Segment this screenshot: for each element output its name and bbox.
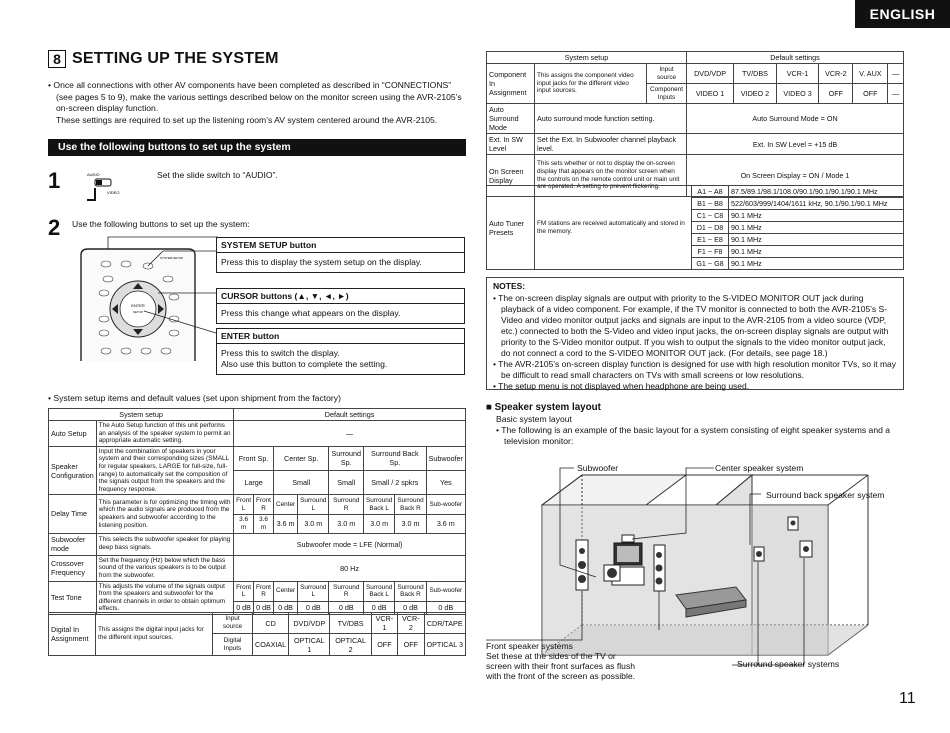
ext-sw-desc: Set the Ext. In Subwoofer channel playback level.	[535, 134, 687, 155]
test-tone-value: 0 dB	[395, 601, 426, 614]
tuner-channel: D1 ~ D8	[692, 222, 729, 234]
remote-label-system-setup: SYSTEM SETUP	[160, 256, 184, 260]
cursor-buttons-desc: Press this change what appears on the display.	[221, 308, 401, 318]
buttons-heading-bar: Use the following buttons to set up the system	[48, 139, 466, 156]
step-2-text: Use the following buttons to set up the system:	[72, 219, 250, 229]
system-setup-button-title: SYSTEM SETUP button	[217, 238, 464, 253]
component-row2-label: Component Inputs	[647, 84, 687, 104]
delay-time-header: Sub-woofer	[426, 495, 465, 515]
tuner-channel: A1 ~ A8	[692, 186, 729, 198]
component-input: VIDEO 2	[734, 84, 777, 104]
delay-time-value: 3.0 m	[364, 515, 395, 533]
label-front-note: Set these at the sides of the TV or	[486, 651, 616, 661]
delay-time-header: Center	[273, 495, 297, 515]
enter-button-desc	[217, 344, 464, 374]
list-intro: • System setup items and default values (set upon shipment from the factory)	[48, 393, 341, 403]
tuner-value: 87.5/89.1/98.1/108.0/90.1/90.1/90.1/90.1 MHz	[729, 186, 904, 198]
component-row1-label: Input source	[647, 64, 687, 84]
delay-time-value: 3.6 m	[273, 515, 297, 533]
section-title	[48, 50, 279, 68]
switch-label-video: VIDEO	[107, 190, 120, 195]
tuner-channel: E1 ~ E8	[692, 234, 729, 246]
component-input: OFF	[819, 84, 853, 104]
test-tone-value: 0 dB	[273, 601, 297, 614]
slide-switch-icon	[85, 168, 135, 204]
delay-time-header: Surround R	[329, 495, 364, 515]
test-tone-value: 0 dB	[426, 601, 465, 614]
left-table-header-setup: System setup	[49, 409, 234, 421]
enter-button-title: ENTER button	[217, 329, 464, 344]
speaker-layout-heading: ■ Speaker system layout	[486, 402, 601, 413]
speaker-config-header: Surround Sp.	[329, 446, 364, 470]
tuner-channel: B1 ~ B8	[692, 198, 729, 210]
label-front-note: with the front of the screen as possible.	[486, 671, 636, 681]
speaker-config-header: Subwoofer	[426, 446, 465, 470]
language-tab: ENGLISH	[855, 0, 950, 28]
test-tone-header: Sub-woofer	[426, 581, 465, 601]
speaker-config-value: Small	[273, 471, 328, 495]
step-1-text: Set the slide switch to “AUDIO”.	[157, 170, 278, 180]
component-desc: This assigns the component video input jacks for the different video input sources.	[535, 64, 647, 104]
digital-in-source: CD	[253, 613, 289, 634]
section-number: 8	[48, 50, 66, 68]
test-tone-header: Surround Back R	[395, 581, 426, 601]
test-tone-value: 0 dB	[329, 601, 364, 614]
digital-in-table	[48, 612, 466, 656]
component-name: Component In Assignment	[487, 64, 535, 104]
auto-setup-desc: The Auto Setup function of this unit performs an analysis of the speaker system to permit an appropriate automatic setting.	[96, 421, 233, 447]
remote-label-enter: ENTER	[131, 303, 145, 308]
system-setup-button-desc: Press this to display the system setup on the display.	[221, 257, 422, 267]
auto-setup-name: Auto Setup	[49, 421, 97, 447]
speaker-config-value: Yes	[426, 471, 465, 495]
component-source: VCR-1	[776, 64, 819, 84]
enter-button-box	[216, 328, 465, 375]
page-number: 11	[899, 690, 916, 707]
left-settings-table	[48, 408, 466, 615]
step-1-number: 1	[48, 168, 61, 193]
auto-surround-default: Auto Surround Mode = ON	[687, 104, 904, 134]
delay-time-name: Delay Time	[49, 495, 97, 533]
tuner-channel: G1 ~ G8	[692, 258, 729, 270]
test-tone-header: Surround Back L	[364, 581, 395, 601]
digital-in-input: OPTICAL 3	[424, 634, 465, 656]
digital-in-source: VCR-1	[371, 613, 397, 634]
tuner-channel: C1 ~ C8	[692, 210, 729, 222]
notes-box	[486, 277, 904, 390]
digital-in-row1-label: Input source	[213, 613, 253, 634]
tuner-value: 90.1 MHz	[729, 210, 904, 222]
delay-time-value: 3.0 m	[298, 515, 329, 533]
speaker-config-header: Front Sp.	[234, 446, 274, 470]
digital-in-name: Digital In Assignment	[49, 613, 96, 656]
enter-button-desc-1: Press this to switch the display.	[221, 348, 340, 358]
digital-in-source: CDR/TAPE	[424, 613, 465, 634]
digital-in-input: COAXIAL	[253, 634, 289, 656]
cursor-buttons-title: CURSOR buttons (▲, ▼, ◄, ►)	[217, 289, 464, 304]
tuner-value: 90.1 MHz	[729, 258, 904, 270]
label-center-speaker: Center speaker system	[715, 463, 804, 473]
test-tone-value: 0 dB	[364, 601, 395, 614]
component-input: VIDEO 1	[687, 84, 734, 104]
component-input: —	[888, 84, 904, 104]
step-2-number: 2	[48, 215, 61, 240]
section-title-text: SETTING UP THE SYSTEM	[72, 50, 279, 67]
delay-time-value: 3.6 m	[234, 515, 254, 533]
subwoofer-mode-default: Subwoofer mode = LFE (Normal)	[234, 533, 466, 555]
speaker-layout-bullet: • The following is an example of the basic layout for a system consisting of eight speaker systems and a television monitor:	[496, 425, 891, 446]
label-subwoofer: Subwoofer	[577, 463, 619, 473]
digital-in-source: TV/DBS	[330, 613, 371, 634]
label-front-note: screen with their front surfaces as flush	[486, 661, 636, 671]
subwoofer-mode-desc: This selects the subwoofer speaker for playing deep bass signals.	[96, 533, 233, 555]
osd-desc: This sets whether or not to display the on-screen display that appears on the monitor screen when the controls on the remote control unit or main unit are operated. A setting to prevent flickering.	[535, 155, 687, 197]
digital-in-input: OFF	[398, 634, 424, 656]
remote-control-diagram	[78, 233, 218, 363]
enter-button-desc-2: Also use this button to complete the setting.	[221, 359, 388, 369]
system-setup-button-box	[216, 237, 465, 273]
delay-time-header: Surround L	[298, 495, 329, 515]
auto-setup-default: —	[234, 421, 466, 447]
speaker-config-value: Large	[234, 471, 274, 495]
delay-time-value: 3.6 m	[426, 515, 465, 533]
component-input: VIDEO 3	[776, 84, 819, 104]
osd-default: On Screen Display = ON / Mode 1	[687, 155, 904, 197]
digital-in-desc: This assigns the digital input jacks for the different input sources.	[96, 613, 213, 656]
component-source: —	[888, 64, 904, 84]
digital-in-input: OPTICAL 2	[330, 634, 371, 656]
label-surround-speakers: Surround speaker systems	[737, 659, 840, 669]
test-tone-value: 0 dB	[254, 601, 274, 614]
test-tone-header: Center	[273, 581, 297, 601]
test-tone-header: Front R	[254, 581, 274, 601]
speaker-config-header: Surround Back Sp.	[364, 446, 427, 470]
component-source: DVD/VDP	[687, 64, 734, 84]
crossover-name: Crossover Frequency	[49, 555, 97, 581]
crossover-desc: Set the frequency (Hz) below which the bass sound of the various speakers is to be output from the subwoofer.	[96, 555, 233, 581]
remote-label-setup: SETUP	[132, 310, 144, 314]
tuner-value: 90.1 MHz	[729, 222, 904, 234]
note-item: • The AVR-2105’s on-screen display function is designed for use with high resolution monitor TVs, so it may be difficult to read small characters on TVs with small screens or low resolutions.	[493, 359, 896, 380]
tuner-presets-table	[486, 185, 904, 270]
speaker-config-desc: Input the combination of speakers in your system and their corresponding sizes (SMALL for regular speakers, LARGE for full-size, full-range) to automatically set the composition of the signals output from the speakers and the frequency response.	[96, 446, 233, 495]
intro-text	[48, 80, 468, 126]
tuner-value: 90.1 MHz	[729, 246, 904, 258]
digital-in-source: DVD/VDP	[289, 613, 330, 634]
component-input: OFF	[853, 84, 888, 104]
digital-in-input: OPTICAL 1	[289, 634, 330, 656]
tuner-value: 522/603/999/1404/1611 kHz, 90.1/90.1/90.1 MHz	[729, 198, 904, 210]
tuner-value: 90.1 MHz	[729, 234, 904, 246]
delay-time-value: 3.0 m	[395, 515, 426, 533]
component-source: VCR-2	[819, 64, 853, 84]
digital-in-row2-label: Digital Inputs	[213, 634, 253, 656]
label-front-speakers	[486, 641, 635, 681]
delay-time-header: Front L	[234, 495, 254, 515]
right-settings-table	[486, 51, 904, 197]
tuner-desc: FM stations are received automatically and stored in the memory.	[535, 186, 692, 270]
tuner-name: Auto Tuner Presets	[487, 186, 535, 270]
test-tone-header: Surround R	[329, 581, 364, 601]
label-front-title: Front speaker systems	[486, 641, 573, 651]
auto-surround-name: Auto Surround Mode	[487, 104, 535, 134]
component-source: TV/DBS	[734, 64, 777, 84]
label-surround-back: Surround back speaker system	[766, 490, 885, 500]
auto-surround-desc: Auto surround mode function setting.	[535, 104, 687, 134]
delay-time-desc: This parameter is for optimizing the timing with which the audio signals are produced from the speakers and subwoofer according to the listening position.	[96, 495, 233, 533]
speaker-layout-subheading: Basic system layout	[496, 414, 572, 424]
notes-title: NOTES:	[493, 281, 526, 291]
test-tone-desc: This adjusts the volume of the signals output from the speakers and subwoofer for the different channels in order to obtain optimum effects.	[96, 581, 233, 614]
delay-time-value: 3.6 m	[254, 515, 274, 533]
subwoofer-mode-name: Subwoofer mode	[49, 533, 97, 555]
test-tone-name: Test Tone	[49, 581, 97, 614]
osd-name: On Screen Display	[487, 155, 535, 197]
switch-label-audio: AUDIO	[87, 172, 100, 177]
ext-sw-default: Ext. In SW Level = +15 dB	[687, 134, 904, 155]
test-tone-value: 0 dB	[298, 601, 329, 614]
left-table-header-default: Default settings	[234, 409, 466, 421]
speaker-config-name: Speaker Configuration	[49, 446, 97, 495]
intro-line-1: • Once all connections with other AV components have been completed as described in “CONNECTIONS” (see pages 5 to 9), make the various settings described below on the monitor screen using the AVR-2105’s on-screen display function.	[48, 80, 462, 114]
delay-time-value: 3.0 m	[329, 515, 364, 533]
crossover-default: 80 Hz	[234, 555, 466, 581]
digital-in-input: OFF	[371, 634, 397, 656]
delay-time-header: Front R	[254, 495, 274, 515]
ext-sw-name: Ext. In SW Level	[487, 134, 535, 155]
right-table-header-setup: System setup	[487, 52, 687, 64]
speaker-config-header: Center Sp.	[273, 446, 328, 470]
intro-line-2: These settings are required to set up the listening room’s AV system centered around the AVR-2105.	[56, 114, 438, 125]
note-item: • The setup menu is not displayed when headphone are being used.	[493, 381, 750, 391]
tuner-channel: F1 ~ F8	[692, 246, 729, 258]
component-source: V. AUX	[853, 64, 888, 84]
delay-time-header: Surround Back R	[395, 495, 426, 515]
note-item: • The on-screen display signals are output with priority to the S-VIDEO MONITOR OUT jack during playback of a video component. For example, if the TV monitor is connected to both the AVR-2105’s S-Video and video monitor output jacks and signals are input to the AVR-2105 from a video source (VDP, etc.) connected to both the S-Video and video input jacks, the on-screen display signals are output with priority to the S-Video monitor output. If you wish to output the signals to the video monitor output jack, do not connect a cord to the S-VIDEO MONITOR OUT jack. (For details, see page 18.)	[493, 293, 889, 358]
cursor-buttons-box	[216, 288, 465, 324]
speaker-config-value: Small / 2 spkrs	[364, 471, 427, 495]
test-tone-header: Front L	[234, 581, 254, 601]
digital-in-source: VCR-2	[398, 613, 424, 634]
speaker-config-value: Small	[329, 471, 364, 495]
delay-time-header: Surround Back L	[364, 495, 395, 515]
test-tone-header: Surround L	[298, 581, 329, 601]
right-table-header-default: Default settings	[687, 52, 904, 64]
test-tone-value: 0 dB	[234, 601, 254, 614]
